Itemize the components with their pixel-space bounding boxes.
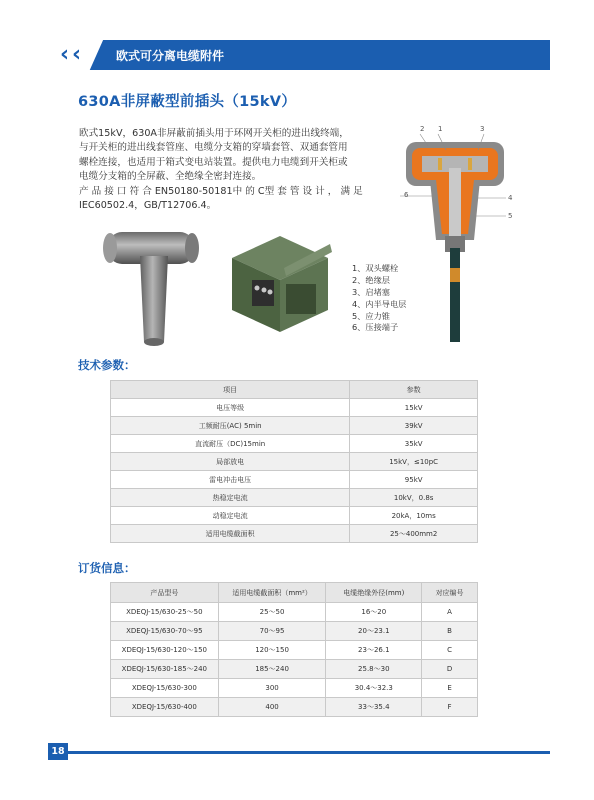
table-cell: 400 [218,698,326,717]
table-cell: 120～150 [218,641,326,660]
description-line: 产 品 接 口 符 合 EN50180-50181中 的 C型 套 管 设 计 ， 满 足 [79,185,363,197]
table-row [111,698,478,717]
table-cell: 适用电缆截面积 [111,525,350,543]
elbow-connector-photo [100,226,200,348]
table-cell: 33～35.4 [326,698,422,717]
table-row [111,489,478,507]
table-row [111,453,478,471]
table-cell: 16～20 [326,603,422,622]
chevron-left-icon: ‹ [60,42,70,67]
diagram-callout: 6 [404,191,409,199]
tech-params-table [110,380,478,543]
table-header-cell: 对应编号 [422,583,478,603]
table-header-row [111,381,478,399]
table-cell: 雷电冲击电压 [111,471,350,489]
diagram-callout: 2 [420,125,425,133]
table-row [111,435,478,453]
table-row [111,679,478,698]
table-cell: 95kV [350,471,478,489]
table-header-cell: 产品型号 [111,583,219,603]
table-row [111,399,478,417]
table-header-cell: 电缆绝缘外径(mm) [326,583,422,603]
table-cell: 23～26.1 [326,641,422,660]
product-description [79,127,374,213]
table-cell: E [422,679,478,698]
table-cell: 185～240 [218,660,326,679]
table-cell: 70～95 [218,622,326,641]
legend-item: 3、启堵塞 [352,286,390,297]
table-header-row [111,583,478,603]
diagram-callout: 3 [480,125,485,133]
table-row [111,622,478,641]
tech-section-title: 技术参数： [78,358,136,372]
table-cell: 30.4～32.3 [326,679,422,698]
banner-title: 欧式可分离电缆附件 [116,49,225,63]
table-cell: C [422,641,478,660]
table-cell: XDEQJ-15/630-70～95 [111,622,219,641]
table-cell: 20～23.1 [326,622,422,641]
table-cell: 工频耐压(AC) 5min [111,417,350,435]
table-cell: D [422,660,478,679]
table-header-cell: 适用电缆截面积（mm²） [218,583,326,603]
table-cell: F [422,698,478,717]
table-cell: 25.8～30 [326,660,422,679]
table-row [111,603,478,622]
footer-bar [52,751,550,754]
order-info-table [110,582,478,717]
table-cell: 300 [218,679,326,698]
table-cell: 25～50 [218,603,326,622]
cable-branch-box-photo [226,228,334,340]
table-cell: 20kA，10ms [350,507,478,525]
table-header-cell: 参数 [350,381,478,399]
table-cell: 35kV [350,435,478,453]
description-line: 欧式15kV，630A非屏蔽前插头用于环网开关柜的进出线终端， [79,128,349,139]
cross-section-diagram [398,128,518,350]
diagram-callout: 5 [508,212,513,220]
legend-item: 4、内半导电层 [352,298,407,309]
description-line: 电缆分支箱的全屏蔽、全绝缘全密封连接。 [79,171,262,183]
table-cell: XDEQJ-15/630-120～150 [111,641,219,660]
table-cell: 热稳定电流 [111,489,350,507]
table-cell: 直流耐压（DC)15min [111,435,350,453]
table-cell: XDEQJ-15/630-25～50 [111,603,219,622]
legend-item: 5、应力锥 [352,310,390,321]
table-row [111,660,478,679]
table-cell: 25～400mm2 [350,525,478,543]
table-cell: 15kV [350,399,478,417]
diagram-callout: 4 [508,194,513,202]
diagram-callout: 1 [438,125,443,133]
table-cell: A [422,603,478,622]
product-title: 630A非屏蔽型前插头（15kV） [78,94,297,110]
table-cell: XDEQJ-15/630-300 [111,679,219,698]
chevron-left-icon: ‹ [72,42,82,67]
description-line: 螺栓连接，也适用于箱式变电站装置。提供电力电缆到开关柜或 [79,156,348,168]
table-cell: XDEQJ-15/630-185～240 [111,660,219,679]
legend-item: 6、压接端子 [352,322,399,333]
table-header-cell: 项目 [111,381,350,399]
table-cell: 动稳定电流 [111,507,350,525]
table-row [111,417,478,435]
table-row [111,525,478,543]
table-row [111,471,478,489]
page-number: 18 [48,743,68,760]
table-cell: B [422,622,478,641]
table-cell: 10kV，0.8s [350,489,478,507]
description-line: 与开关柜的进出线套管座、电缆分支箱的穿墙套管、双通套管用 [79,142,348,154]
table-cell: 15kV，≤10pC [350,453,478,471]
table-row [111,507,478,525]
table-row [111,641,478,660]
table-cell: 39kV [350,417,478,435]
description-line: IEC60502.4，GB/T12706.4。 [79,199,217,211]
legend-item: 2、绝缘层 [352,274,390,285]
legend-item: 1、双头螺栓 [352,263,399,273]
table-cell: 局部放电 [111,453,350,471]
table-cell: 电压等级 [111,399,350,417]
table-cell: XDEQJ-15/630-400 [111,698,219,717]
order-section-title: 订货信息： [78,561,136,575]
